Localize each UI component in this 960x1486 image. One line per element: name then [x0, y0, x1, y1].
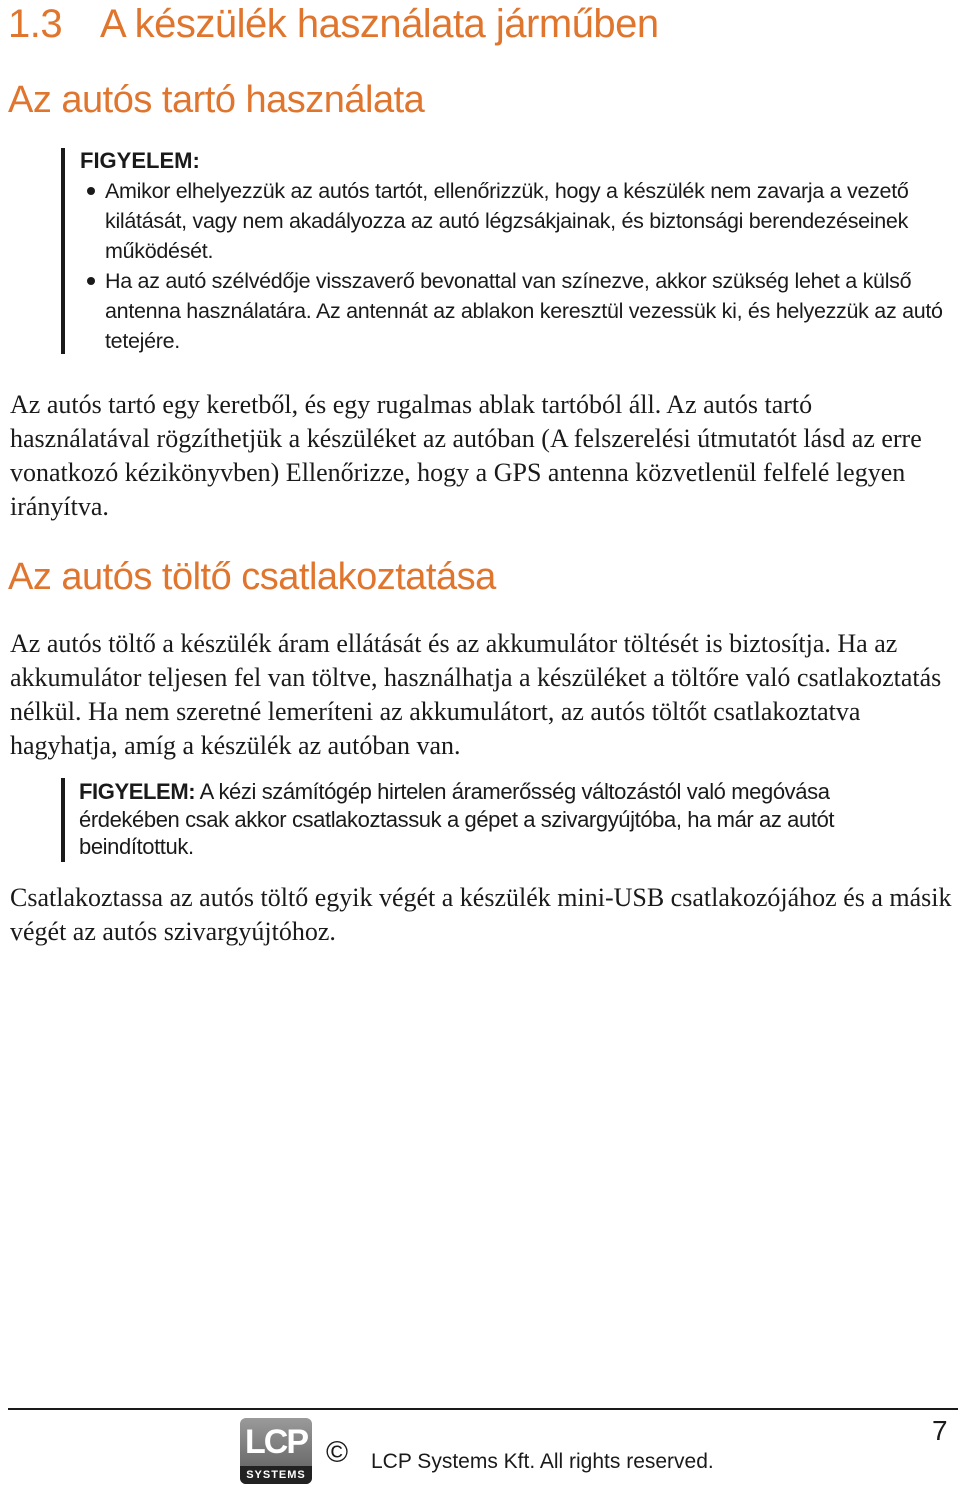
holder-note-bullet	[65, 266, 960, 356]
holder-paragraph: Az autós tartó egy keretből, és egy rugalmas ablak tartóból áll. Az autós tartó használatával rögzíthetjük a készüléket az autóban (A felszerelési útmutatót lásd az erre vonatkozó kézikönyvben) Ellenőrizze, hogy a GPS antenna közvetlenül felfelé legyen irányítva.	[10, 390, 922, 521]
section-title-text: A készülék használata járműben	[100, 2, 659, 46]
copyright-text: LCP Systems Kft. All rights reserved.	[371, 1450, 714, 1473]
bullet-icon	[87, 187, 95, 195]
lcp-logo	[240, 1418, 312, 1484]
holder-note-bullet-text: Amikor elhelyezzük az autós tartót, ellenőrizzük, hogy a készülék nem zavarja a vezető kilátását, vagy nem akadályozza az autó légzsákjainak, és biztonsági berendezéseinek működését.	[105, 179, 909, 263]
section-number: 1.3	[8, 2, 63, 46]
section-title	[8, 2, 659, 47]
holder-note-bullet-text: Ha az autó szélvédője visszaverő bevonattal van színezve, akkor szükség lehet a külső antenna használatára. Az antennát az ablakon keresztül vezessük ki, és helyezzük az autó tetejére.	[105, 269, 943, 353]
holder-note-bullet	[65, 176, 960, 266]
holder-heading: Az autós tartó használata	[8, 79, 425, 121]
charger-paragraph: Az autós töltő a készülék áram ellátását és az akkumulátor töltését is biztosítja. Ha az akkumulátor teljesen fel van töltve, használhatja a készüléket a töltőre való csatlakoztatás nélkül. Ha nem szeretné lemeríteni az akkumulátort, az autós töltőt csatlakoztatva hagyhatja, amíg a készülék az autóban van.	[10, 629, 942, 760]
holder-warning-note	[61, 148, 960, 354]
charger-note-text: A kézi számítógép hirtelen áramerősség változástól való megóvása érdekében csak akkor csatlakoztassuk a gépet a szivargyújtóba, ha már az autót beindítottuk.	[79, 779, 835, 859]
charger-instruction: Csatlakoztassa az autós töltő egyik végét a készülék mini-USB csatlakozójához és a másik végét az autós szivargyújtóhoz.	[10, 883, 952, 946]
charger-warning-note	[61, 778, 885, 862]
page-number: 7	[932, 1415, 948, 1446]
charger-note-body	[65, 778, 885, 861]
copyright-icon: ©	[326, 1436, 349, 1469]
charger-note-label: FIGYELEM:	[79, 779, 196, 804]
charger-heading: Az autós töltő csatlakoztatása	[8, 556, 496, 598]
holder-note-title: FIGYELEM:	[80, 148, 200, 173]
holder-note-list	[65, 176, 960, 356]
bullet-icon	[87, 277, 95, 285]
footer-divider	[8, 1408, 958, 1410]
logo-subtext: SYSTEMS	[240, 1466, 312, 1484]
logo-letters: LCP	[245, 1423, 307, 1461]
